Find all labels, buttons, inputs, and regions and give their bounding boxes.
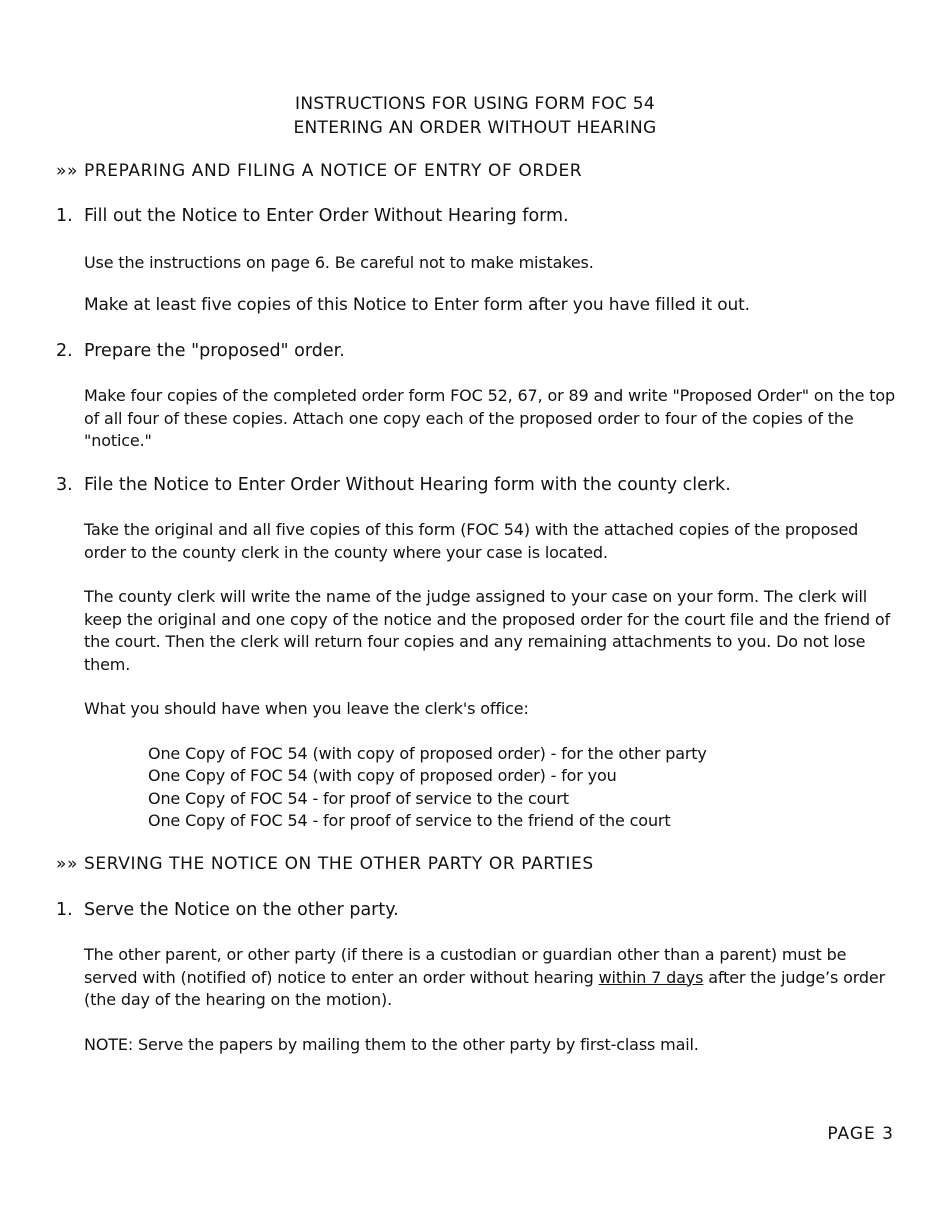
- step-title-prepare-proposed-order: Prepare the "proposed" order.: [84, 341, 345, 361]
- step-title-fill-out-notice: Fill out the Notice to Enter Order Without Hearing form.: [84, 206, 569, 226]
- section-heading-preparing-filing: »» PREPARING AND FILING A NOTICE OF ENTRY OF ORDER: [56, 161, 583, 181]
- paragraph-note-first-class-mail: NOTE: Serve the papers by mailing them to the other party by first-class mail.: [84, 1035, 699, 1054]
- paragraph-instructions-page-6: Use the instructions on page 6. Be careful not to make mistakes.: [84, 253, 594, 272]
- step-number: 3.: [56, 475, 73, 495]
- paragraph-make-four-copies: Make four copies of the completed order form FOC 52, 67, or 89 and write "Proposed Order" on the top of all four of these copies. Attach one copy each of the proposed order to four of the copies of the "notice.": [84, 386, 896, 450]
- step-number: 1.: [56, 900, 73, 920]
- paragraph-what-you-should-have: What you should have when you leave the clerk's office:: [84, 699, 529, 718]
- step-number: 2.: [56, 341, 73, 361]
- step-title-file-with-clerk: File the Notice to Enter Order Without Hearing form with the county clerk.: [84, 475, 731, 495]
- document-title-line-1: INSTRUCTIONS FOR USING FORM FOC 54: [295, 94, 655, 114]
- list-item: One Copy of FOC 54 (with copy of proposed order) - for the other party: [148, 744, 707, 763]
- list-item: One Copy of FOC 54 - for proof of service to the friend of the court: [148, 811, 671, 831]
- service-text-start: The other parent, or other party (if there is a custodian or guardian other than a parent) must be served with (notified of) notice to enter an order without hearing: [84, 945, 847, 987]
- list-item: One Copy of FOC 54 - for proof of service to the court: [148, 788, 569, 808]
- step-number: 1.: [56, 206, 73, 226]
- paragraph-make-five-copies: Make at least five copies of this Notice to Enter form after you have filled it out.: [84, 295, 750, 315]
- paragraph-county-clerk-duties: The county clerk will write the name of the judge assigned to your case on your form. The clerk will keep the original and one copy of the notice and the proposed order for the court file and the friend of the court. Then the clerk will return four copies and any remaining attachments to you. Do not lose them.: [84, 587, 891, 674]
- list-item: One Copy of FOC 54 (with copy of proposed order) - for you: [148, 766, 617, 786]
- step-title-serve-notice: Serve the Notice on the other party.: [84, 900, 399, 920]
- document-title-line-2: ENTERING AN ORDER WITHOUT HEARING: [293, 118, 657, 138]
- paragraph-take-original-copies: Take the original and all five copies of this form (FOC 54) with the attached copies of the proposed order to the county clerk in the county where your case is located.: [84, 520, 859, 562]
- deadline-underlined: within 7 days: [598, 967, 704, 987]
- page-number: PAGE 3: [827, 1124, 894, 1144]
- copies-list: [148, 743, 707, 833]
- service-text-end: after the judge’s order (the day of the hearing on the motion).: [84, 967, 885, 1009]
- paragraph-service-requirement: [84, 944, 904, 1012]
- section-heading-serving-notice: »» SERVING THE NOTICE ON THE OTHER PARTY OR PARTIES: [56, 854, 594, 874]
